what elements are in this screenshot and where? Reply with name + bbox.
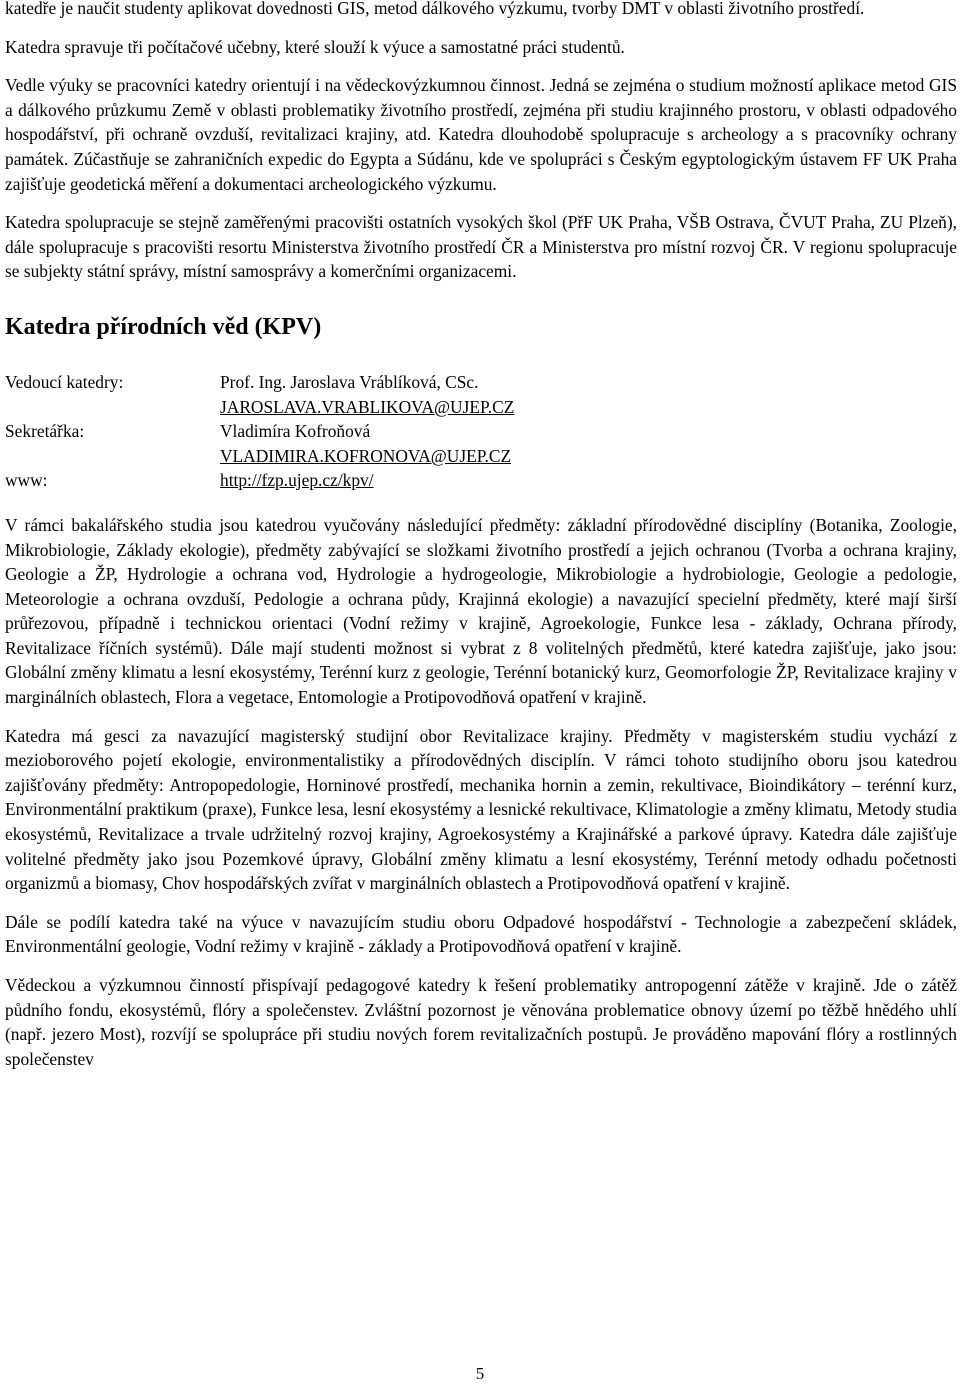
head-name: Prof. Ing. Jaroslava Vráblíková, CSc. (220, 371, 479, 392)
body-paragraph-1: V rámci bakalářského studia jsou katedrou vyučovány následující předměty: základní přírodovědné disciplíny (Botanika, Zoologie, Mikrobiologie, Základy ekologie), předměty zabývající se složkami životního prostředí a jejich ochranou (Tvorba a ochrana krajiny, Geologie a ŽP, Hydrologie a ochrana vod, Hydrologie a hydrogeologie, Mikrobiologie a hydrobiologie, Geologie a pedologie, Meteorologie a ochrana ovzduší, Pedologie a ochrana půdy, Krajinná ekologie) a navazující specielní předměty, které mají širší průřezovou, případně i technickou orientaci (Vodní režimy v krajině, Agroekologie, Funkce lesa - základy, Ochrana přírody, Revitalizace říčních systémů). Dále mají studenti možnost si vybrat z 8 volitelných předmětů, které katedra zajišťuje, jako jsou: Globální změny klimatu a lesní ekosystémy, Terénní kurz z geologie, Terénní botanický kurz, Geomorfologie ŽP, Revitalizace krajiny v marginálních oblastech, Flora a vegetace, Entomologie a Protipovodňová opatření v krajině. (5, 514, 957, 708)
head-label: Vedoucí katedry: (5, 371, 124, 392)
secretary-name: Vladimíra Kofroňová (220, 421, 371, 442)
www-label: www: (5, 470, 48, 491)
secretary-row (5, 419, 957, 468)
intro-paragraph-2: Katedra spravuje tři počítačové učebny, které slouží k výuce a samostatné práci studentů. (5, 36, 625, 57)
www-link[interactable]: http://fzp.ujep.cz/kpv/ (220, 470, 374, 491)
head-email-link[interactable]: JAROSLAVA.VRABLIKOVA@UJEP.CZ (220, 396, 515, 417)
section-heading: Katedra přírodních věd (KPV) (5, 313, 322, 340)
secretary-label: Sekretářka: (5, 421, 85, 442)
www-row (5, 468, 957, 493)
body-paragraph-4: Vědeckou a výzkumnou činností přispívají pedagogové katedry k řešení problematiky antropogenní zátěže v krajině. Jde o zátěž půdního fondu, ekosystémů, flóry a společenstev. Zvláštní pozornost je věnována problematice obnovy území po těžbě hnědého uhlí (např. jezero Most), rozvíjí se spolupráce při studiu nových forem revitalizačních postupů. Je prováděno mapování flóry a rostlinných společenstev (5, 975, 957, 1069)
secretary-email-link[interactable]: VLADIMIRA.KOFRONOVA@UJEP.CZ (220, 445, 512, 466)
document-page (5, 0, 957, 1071)
intro-paragraph-4: Katedra spolupracuje se stejně zaměřenými pracovišti ostatních vysokých škol (PřF UK Praha, VŠB Ostrava, ČVUT Praha, ZU Plzeň), dále spolupracuje s pracovišti resortu Ministerstva životního prostředí ČR a Ministerstva pro místní rozvoj ČR. V regionu spolupracuje se subjekty státní správy, místní samosprávy a komerčními organizacemi. (5, 212, 957, 282)
intro-paragraph-3: Vedle výuky se pracovníci katedry orientují i na vědeckovýzkumnou činnost. Jedná se zejména o studium možností aplikace metod GIS a dálkového průzkumu Země v oblasti problematiky životního prostředí, zejména při studiu krajinného prostoru, v oblasti odpadového hospodářství, při ochraně ovzduší, revitalizaci krajiny, atd. Katedra dlouhodobě spolupracuje s archeology a s pracovníky ochrany památek. Zúčastňuje se zahraničních expedic do Egypta a Súdánu, kde ve spolupráci s Českým egyptologickým ústavem FF UK Praha zajišťuje geodetická měření a dokumentaci archeologického výzkumu. (5, 75, 957, 194)
intro-paragraph-1: katedře je naučit studenty aplikovat dovednosti GIS, metod dálkového výzkumu, tvorby DMT v oblasti životního prostředí. (5, 0, 865, 18)
department-info (5, 370, 957, 493)
body-paragraph-2: Katedra má gesci za navazující magisterský studijní obor Revitalizace krajiny. Předměty v magisterském studiu vychází z mezioborového pojetí ekologie, environmentalistiky a přírodovědných disciplín. V rámci tohoto studijního oboru jsou katedrou zajišťovány předměty: Antropopedologie, Horninové prostředí, mechanika hornin a zemin, rekultivace, Bioindikátory – terénní kurz, Environmentální praktikum (praxe), Funkce lesa, lesní ekosystémy a lesnické rekultivace, Klimatologie a změny klimatu, Metody studia ekosystémů, Revitalizace a trvale udržitelný rozvoj krajiny, Agroekosystémy a Krajinářské a parkové úpravy. Katedra dále zajišťuje volitelné předměty jako jsou Pozemkové úpravy, Globální změny klimatu a lesní ekosystémy, Terénní metody odhadu početnosti organizmů a biomasy, Chov hospodářských zvířat v marginálních oblastech a Protipovodňová opatření v krajině. (5, 725, 957, 894)
body-paragraph-3: Dále se podílí katedra také na výuce v navazujícím studiu oboru Odpadové hospodářství - Technologie a zabezpečení skládek, Environmentální geologie, Vodní režimy v krajině - základy a Protipovodňová opatření v krajině. (5, 911, 957, 957)
page-number: 5 (475, 1364, 485, 1383)
head-row (5, 370, 957, 419)
